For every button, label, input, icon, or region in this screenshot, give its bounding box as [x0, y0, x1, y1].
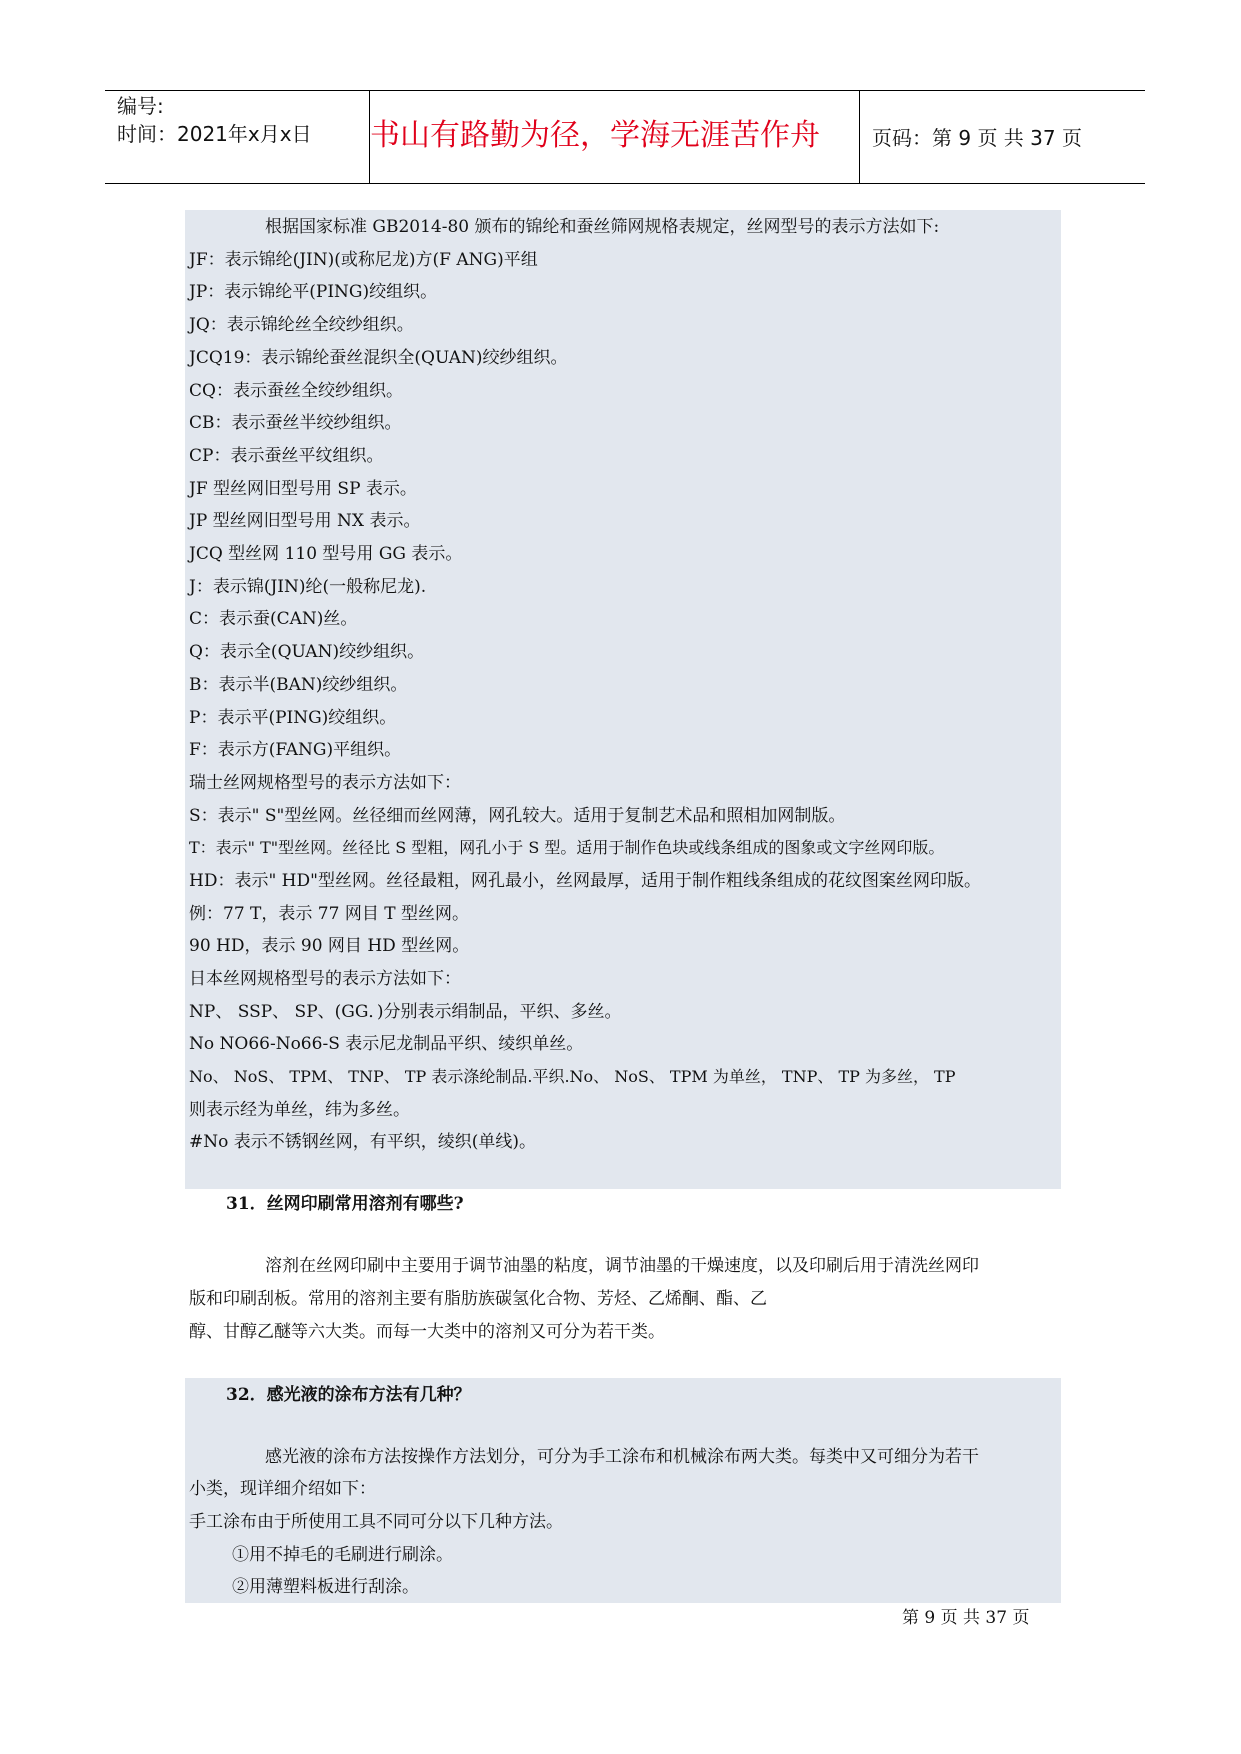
- text-line: ①用不掉毛的毛刷进行刷涂。: [232, 1545, 453, 1565]
- text-line: JF：表示锦纶(JIN)(或称尼龙)方(F ANG)平组: [189, 250, 538, 270]
- text-line: CP：表示蚕丝平纹组织。: [189, 446, 384, 466]
- text-line: JP：表示锦纶平(PING)绞组织。: [189, 282, 438, 302]
- text-line: S：表示" S"型丝网。丝径细而丝网薄，网孔较大。适用于复制艺术品和照相加网制版。: [189, 806, 846, 826]
- text-line: 醇、甘醇乙醚等六大类。而每一大类中的溶剂又可分为若干类。: [189, 1322, 665, 1342]
- text-line: 日本丝网规格型号的表示方法如下：: [189, 969, 461, 989]
- page-footer: 第 9 页 共 37 页: [902, 1608, 1030, 1628]
- text-line: T：表示" T"型丝网。丝径比 S 型粗，网孔小于 S 型。适用于制作色块或线条组成的图象或文字丝网印版。: [189, 838, 945, 857]
- text-line: 根据国家标准 GB2014-80 颁布的锦纶和蚕丝筛网规格表规定，丝网型号的表示方法如下:: [265, 217, 940, 237]
- text-line: HD：表示" HD"型丝网。丝径最粗，网孔最小，丝网最厚，适用于制作粗线条组成的花纹图案丝网印版。: [189, 871, 981, 891]
- text-line: Q：表示全(QUAN)绞纱组织。: [189, 642, 425, 662]
- text-line: 则表示经为单丝，纬为多丝。: [189, 1100, 410, 1120]
- question-32-title: 32．感光液的涂布方法有几种？: [226, 1385, 471, 1405]
- serial-number-label: 编号:: [117, 94, 164, 118]
- time-label: 时间：2021年x月x日: [117, 122, 312, 146]
- text-line: CB：表示蚕丝半绞纱组织。: [189, 413, 402, 433]
- header-top-rule: [105, 90, 1145, 91]
- text-line: JP 型丝网旧型号用 NX 表示。: [189, 511, 421, 531]
- text-line: JF 型丝网旧型号用 SP 表示。: [189, 479, 417, 499]
- text-line: CQ：表示蚕丝全绞纱组织。: [189, 381, 403, 401]
- text-line: #No 表示不锈钢丝网，有平织，绫织(单线)。: [189, 1132, 537, 1152]
- text-line: 例：77 T，表示 77 网目 T 型丝网。: [189, 904, 469, 924]
- text-line: 溶剂在丝网印刷中主要用于调节油墨的粘度，调节油墨的干燥速度，以及印刷后用于清洗丝网印: [265, 1256, 979, 1276]
- text-line: JCQ 型丝网 110 型号用 GG 表示。: [189, 544, 463, 564]
- header-bottom-rule: [105, 183, 1145, 184]
- text-line: 瑞士丝网规格型号的表示方法如下：: [189, 773, 461, 793]
- text-line: JCQ19：表示锦纶蚕丝混织全(QUAN)绞纱组织。: [189, 348, 568, 368]
- text-line: NP、 SSP、 SP、(GG．)分别表示绢制品，平织、多丝。: [189, 1002, 622, 1022]
- text-line: F：表示方(FANG)平组织。: [189, 740, 402, 760]
- text-line: 手工涂布由于所使用工具不同可分以下几种方法。: [189, 1512, 563, 1532]
- text-line: C：表示蚕(CAN)丝。: [189, 609, 358, 629]
- text-line: 小类，现详细介绍如下：: [189, 1479, 376, 1499]
- text-line: 90 HD，表示 90 网目 HD 型丝网。: [189, 936, 470, 956]
- page-number-label: 页码：第 9 页 共 37 页: [872, 126, 1082, 150]
- text-line: P：表示平(PING)绞组织。: [189, 708, 397, 728]
- text-line: 感光液的涂布方法按操作方法划分，可分为手工涂布和机械涂布两大类。每类中又可细分为若干: [265, 1447, 979, 1467]
- text-line: 版和印刷刮板。常用的溶剂主要有脂肪族碳氢化合物、芳烃、乙烯酮、酯、乙: [189, 1289, 767, 1309]
- text-line: B：表示半(BAN)绞纱组织。: [189, 675, 408, 695]
- text-line: No NO66-No66-S 表示尼龙制品平织、绫织单丝。: [189, 1034, 584, 1054]
- motto: 书山有路勤为径，学海无涯苦作舟: [370, 118, 820, 153]
- text-line: No、 NoS、 TPM、 TNP、 TP 表示涤纶制品.平织.No、 NoS、 TPM 为单丝， TNP、 TP 为多丝， TP: [189, 1067, 956, 1086]
- text-line: ②用薄塑料板进行刮涂。: [232, 1577, 419, 1597]
- text-line: JQ：表示锦纶丝全绞纱组织。: [189, 315, 414, 335]
- question-31-title: 31．丝网印刷常用溶剂有哪些?: [226, 1194, 464, 1214]
- text-line: J：表示锦(JIN)纶(一般称尼龙).: [189, 577, 427, 597]
- header-divider-right: [859, 90, 860, 183]
